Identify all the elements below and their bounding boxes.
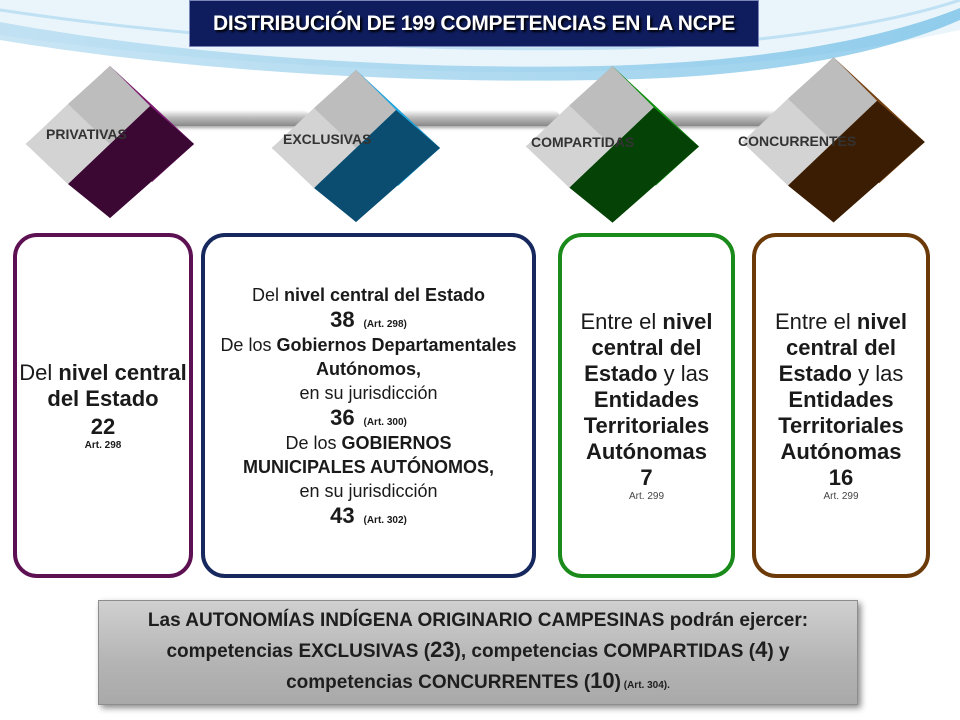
indigenous-autonomy-note (98, 600, 858, 705)
exclusivas-muni-juris: en su jurisdicción (299, 480, 438, 501)
privativas-label: PRIVATIVAS (46, 126, 127, 142)
exclusivas-muni-value: 43 (Art. 302) (330, 502, 407, 528)
page-title: DISTRIBUCIÓN DE 199 COMPETENCIAS EN LA NCPE (213, 11, 735, 35)
privativas-art: Art. 298 (84, 440, 122, 451)
note-text: Las AUTONOMÍAS INDÍGENA ORIGINARIO CAMPESINAS podrán ejercer: competencias EXCLUSIVAS (23), competencias COMPARTIDAS (4) y competencias CONCURRENTES (10) (Art. 304). (147, 609, 809, 693)
compartidas-card (558, 233, 735, 578)
compartidas-number: 7 (640, 465, 653, 490)
privativas-number: 22 (90, 414, 116, 439)
compartidas-art: Art. 299 (628, 491, 665, 502)
concurrentes-art: Art. 299 (823, 491, 859, 502)
exclusivas-dept-text: De los Gobiernos Departamentales Autónomos, (220, 334, 517, 379)
exclusivas-muni-text: De los GOBIERNOS MUNICIPALES AUTÓNOMOS, (243, 432, 494, 477)
compartidas-text: Entre el nivel central del Estado y las Entidades Territoriales Autónomas (580, 309, 713, 464)
concurrentes-card (752, 233, 930, 578)
compartidas-label: COMPARTIDAS (531, 134, 635, 150)
concurrentes-number: 16 (828, 465, 854, 490)
exclusivas-central-value: 38 (Art. 298) (330, 306, 407, 332)
exclusivas-dept-value: 36 (Art. 300) (330, 404, 407, 430)
privativas-text: Del nivel central del Estado (19, 360, 187, 411)
privativas-card (13, 233, 193, 578)
title-bar (189, 0, 759, 47)
privativas-diamond (22, 66, 197, 221)
concurrentes-text: Entre el nivel central del Estado y las Entidades Territoriales Autónomas (774, 309, 908, 464)
exclusivas-card (201, 233, 536, 578)
concurrentes-label: CONCURRENTES (738, 133, 857, 149)
exclusivas-central-text: Del nivel central del Estado (251, 284, 486, 305)
exclusivas-dept-juris: en su jurisdicción (299, 382, 438, 403)
exclusivas-label: EXCLUSIVAS (283, 131, 372, 147)
exclusivas-diamond (268, 70, 443, 225)
